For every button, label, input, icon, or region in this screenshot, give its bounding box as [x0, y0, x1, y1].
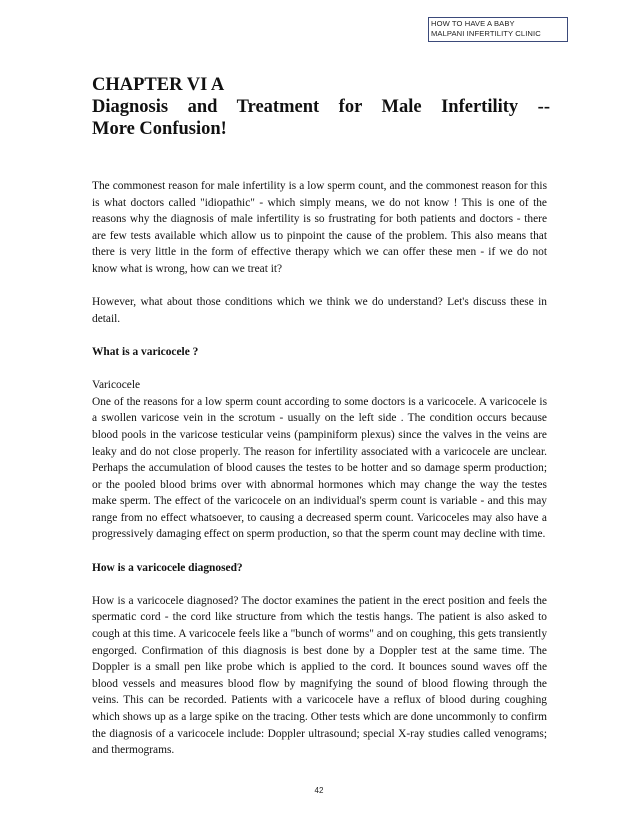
diagnosis-paragraph: How is a varicocele diagnosed? The doctor examines the patient in the erect position and feels the spermatic cord - the cord like structure from which the testis hangs. The patient is also asked to cough at this time. A varicocele feels like a "bunch of worms" and on coughing, this gets transiently engorged. Confirmation of this diagnosis is best done by a Doppler test at the same time. The Doppler is a small pen like probe which is applied to the cord. It bounces sound waves off the blood vessels and measures blood flow by magnifying the sound of blood flowing through the veins. This can be recorded. Patients with a varicocele have a reflux of blood during coughing which shows up as a large spike on the tracing. Other tests which are done uncommonly to confirm the diagnosis of a varicocele include: Doppler ultrasound; special X-ray studies called venograms; and thermograms.: [92, 594, 548, 757]
header-book-title: HOW TO HAVE A BABY: [431, 19, 515, 28]
header-clinic-name: MALPANI INFERTILITY CLINIC: [431, 29, 541, 38]
chapter-title-line-2: More Confusion!: [92, 119, 227, 139]
running-header: [428, 17, 568, 42]
intro-paragraph-2: However, what about those conditions which we think we do understand? Let's discuss these in detail.: [92, 296, 547, 325]
section-heading-varicocele: What is a varicocele ?: [92, 345, 199, 358]
section-heading-diagnosis: How is a varicocele diagnosed?: [92, 561, 243, 574]
intro-paragraph-1: The commonest reason for male infertility is a low sperm count, and the commonest reason for this is what doctors called "idiopathic" - which simply means, we do not know ! This is one of the reasons why the diagnosis of male infertility is so frustrating for both patients and doctors - there are few tests available which allow us to pinpoint the cause of the problem. This also means that there is very little in the form of effective therapy which we can offer these men - if we do not know what is wrong, how can we treat it?: [92, 180, 547, 275]
varicocele-paragraph: One of the reasons for a low sperm count according to some doctors is a varicocele. A varicocele is a swollen varicose vein in the scrotum - usually on the left side . The condition occurs because blood pools in the varicose testicular veins (pampiniform plexus) since the valves in the veins are leaky and do not close properly. The reason for infertility associated with a varicocele are unclear. Perhaps the accumulation of blood causes the testes to be hotter and so damage sperm production; or the pooled blood brims over with abnormal hormones which may change the way the testes make sperm. The effect of the varicocele on an individual's sperm count is variable - and this may range from no effect whatsoever, to causing a decreased sperm count. Varicoceles may also have a progressively damaging effect on sperm production, so that the sperm count may decline with time.: [92, 395, 547, 541]
chapter-body: [92, 178, 547, 775]
subheading-varicocele: Varicocele: [92, 379, 141, 392]
chapter-title-line-1: Diagnosis and Treatment for Male Infertility --: [92, 97, 550, 117]
chapter-title: [92, 74, 550, 140]
chapter-number: CHAPTER VI A: [92, 75, 225, 95]
page-number: 42: [314, 786, 324, 795]
